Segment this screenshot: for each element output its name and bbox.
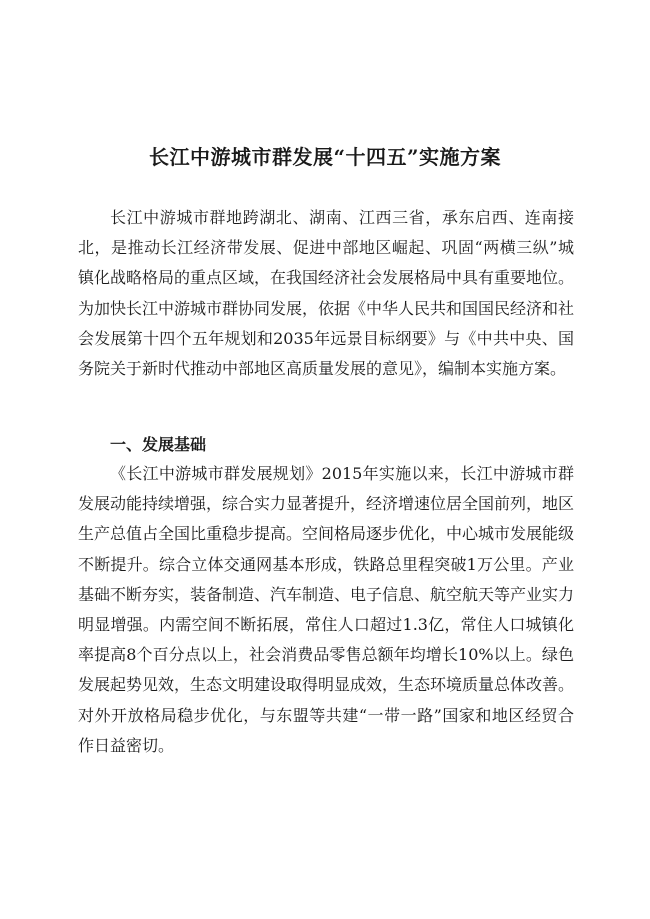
document-title: 长江中游城市群发展“十四五”实施方案: [148, 145, 501, 169]
section-heading: 一、发展基础: [110, 435, 207, 454]
section-paragraph: 《长江中游城市群发展规划》2015年实施以来，长江中游城市群发展动能持续增强，综合实力显著提升，经济增速位居全国前列，地区生产总值占全国比重稳步提高。空间格局逐步优化，中心城市发展能级不断提升。综合立体交通网基本形成，铁路总里程突破1万公里。产业基础不断夯实，装备制造、汽车制造、电子信息、航空航天等产业实力明显增强。内需空间不断拓展，常住人口超过1.3亿，常住人口城镇化率提高8个百分点以上，社会消费品零售总额年均增长10%以上。绿色发展起势见效，生态文明建设取得明显成效，生态环境质量总体改善。对外开放格局稳步优化，与东盟等共建“一带一路”国家和地区经贸合作日益密切。: [78, 464, 575, 755]
intro-paragraph: 长江中游城市群地跨湖北、湖南、江西三省，承东启西、连南接北，是推动长江经济带发展、促进中部地区崛起、巩固“两横三纵”城镇化战略格局的重点区域，在我国经济社会发展格局中具有重要地位。为加快长江中游城市群协同发展，依据《中华人民共和国国民经济和社会发展第十四个五年规划和2035年远景目标纲要》与《中共中央、国务院关于新时代推动中部地区高质量发展的意见》，编制本实施方案。: [78, 208, 575, 379]
